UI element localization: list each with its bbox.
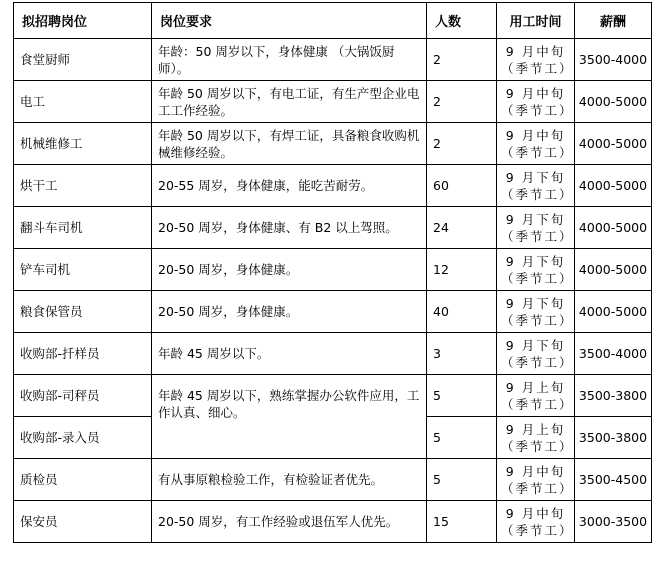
count-cell: 5 xyxy=(427,459,497,501)
table-row xyxy=(14,291,652,333)
count-cell: 15 xyxy=(427,501,497,543)
count-cell: 2 xyxy=(427,81,497,123)
position-cell: 收购部-司秤员 xyxy=(14,375,152,417)
salary-cell: 3500-3800 xyxy=(575,417,652,459)
count-cell: 3 xyxy=(427,333,497,375)
period-cell: 9 月上旬（季节工） xyxy=(497,417,575,459)
header-position: 拟招聘岗位 xyxy=(14,3,152,39)
salary-cell: 3500-4000 xyxy=(575,39,652,81)
position-cell: 烘干工 xyxy=(14,165,152,207)
count-cell: 40 xyxy=(427,291,497,333)
period-cell: 9 月下旬（季节工） xyxy=(497,291,575,333)
period-cell: 9 月中旬（季节工） xyxy=(497,39,575,81)
position-cell: 食堂厨师 xyxy=(14,39,152,81)
table-row xyxy=(14,39,652,81)
period-cell: 9 月下旬（季节工） xyxy=(497,249,575,291)
position-cell: 收购部-扦样员 xyxy=(14,333,152,375)
count-cell: 5 xyxy=(427,375,497,417)
period-cell: 9 月上旬（季节工） xyxy=(497,375,575,417)
salary-cell: 3000-3500 xyxy=(575,501,652,543)
salary-cell: 4000-5000 xyxy=(575,81,652,123)
requirements-cell: 20-55 周岁，身体健康，能吃苦耐劳。 xyxy=(152,165,427,207)
position-cell: 保安员 xyxy=(14,501,152,543)
header-count: 人数 xyxy=(427,3,497,39)
count-cell: 60 xyxy=(427,165,497,207)
position-cell: 铲车司机 xyxy=(14,249,152,291)
table-row xyxy=(14,165,652,207)
position-cell: 收购部-录入员 xyxy=(14,417,152,459)
requirements-cell: 有从事原粮检验工作，有检验证者优先。 xyxy=(152,459,427,501)
table-row xyxy=(14,81,652,123)
period-cell: 9 月下旬（季节工） xyxy=(497,333,575,375)
period-cell: 9 月中旬（季节工） xyxy=(497,81,575,123)
table-row xyxy=(14,249,652,291)
count-cell: 2 xyxy=(427,39,497,81)
requirements-cell: 20-50 周岁，有工作经验或退伍军人优先。 xyxy=(152,501,427,543)
recruitment-table xyxy=(13,2,652,543)
count-cell: 2 xyxy=(427,123,497,165)
period-cell: 9 月中旬（季节工） xyxy=(497,459,575,501)
salary-cell: 4000-5000 xyxy=(575,165,652,207)
requirements-cell: 年龄 50 周岁以下，有电工证，有生产型企业电工工作经验。 xyxy=(152,81,427,123)
requirements-cell: 20-50 周岁，身体健康、有 B2 以上驾照。 xyxy=(152,207,427,249)
period-cell: 9 月下旬（季节工） xyxy=(497,207,575,249)
table-row xyxy=(14,123,652,165)
table-row xyxy=(14,459,652,501)
salary-cell: 3500-3800 xyxy=(575,375,652,417)
salary-cell: 4000-5000 xyxy=(575,249,652,291)
table-header-row xyxy=(14,3,652,39)
position-cell: 电工 xyxy=(14,81,152,123)
count-cell: 5 xyxy=(427,417,497,459)
requirements-cell: 年龄：50 周岁以下，身体健康 （大锅饭厨师）。 xyxy=(152,39,427,81)
salary-cell: 4000-5000 xyxy=(575,207,652,249)
table-row xyxy=(14,501,652,543)
requirements-cell: 20-50 周岁，身体健康。 xyxy=(152,291,427,333)
requirements-cell: 20-50 周岁，身体健康。 xyxy=(152,249,427,291)
requirements-cell: 年龄 45 周岁以下，熟练掌握办公软件应用，工作认真、细心。 xyxy=(152,375,427,459)
position-cell: 粮食保管员 xyxy=(14,291,152,333)
header-period: 用工时间 xyxy=(497,3,575,39)
table-row xyxy=(14,207,652,249)
salary-cell: 3500-4500 xyxy=(575,459,652,501)
header-requirements: 岗位要求 xyxy=(152,3,427,39)
table-row xyxy=(14,375,652,417)
table-row xyxy=(14,333,652,375)
salary-cell: 3500-4000 xyxy=(575,333,652,375)
period-cell: 9 月中旬（季节工） xyxy=(497,501,575,543)
count-cell: 12 xyxy=(427,249,497,291)
position-cell: 质检员 xyxy=(14,459,152,501)
header-salary: 薪酬 xyxy=(575,3,652,39)
position-cell: 翻斗车司机 xyxy=(14,207,152,249)
period-cell: 9 月中旬（季节工） xyxy=(497,123,575,165)
position-cell: 机械维修工 xyxy=(14,123,152,165)
requirements-cell: 年龄 50 周岁以下，有焊工证，具备粮食收购机械维修经验。 xyxy=(152,123,427,165)
requirements-cell: 年龄 45 周岁以下。 xyxy=(152,333,427,375)
salary-cell: 4000-5000 xyxy=(575,291,652,333)
period-cell: 9 月下旬（季节工） xyxy=(497,165,575,207)
count-cell: 24 xyxy=(427,207,497,249)
salary-cell: 4000-5000 xyxy=(575,123,652,165)
